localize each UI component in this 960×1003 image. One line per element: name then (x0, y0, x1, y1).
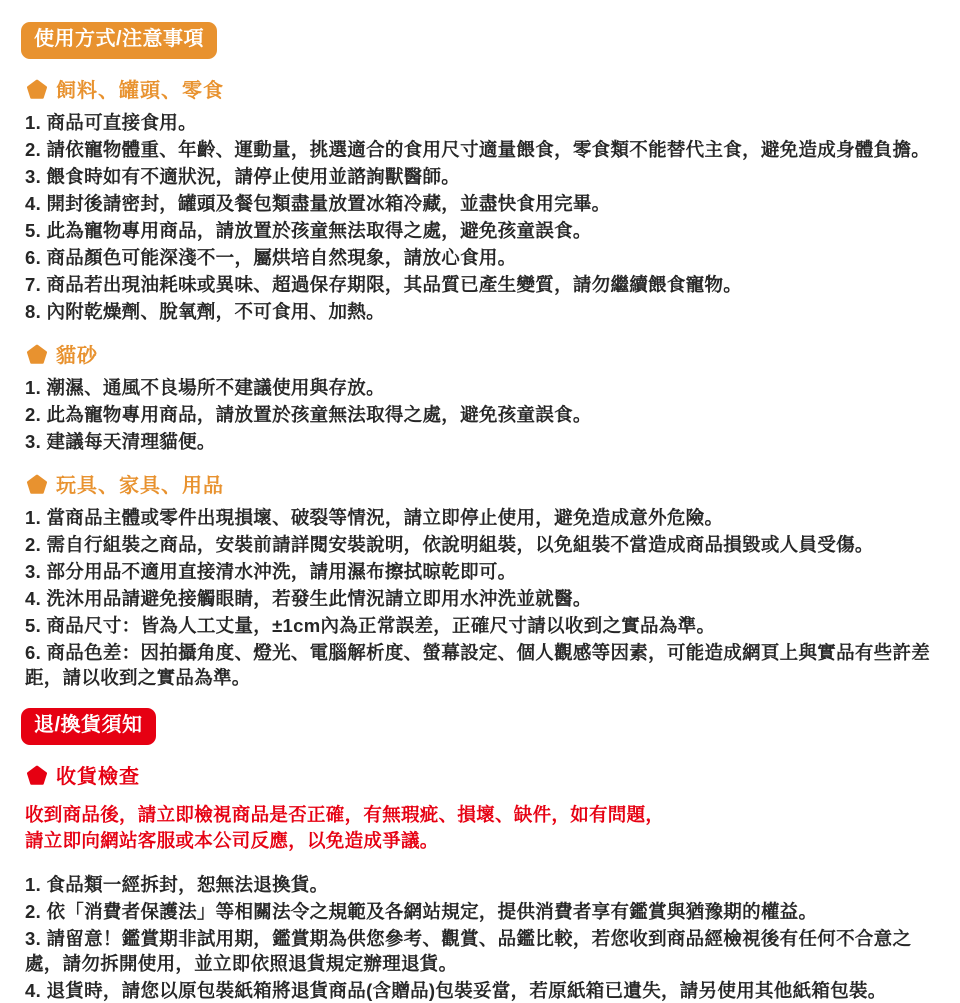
list-item: 1. 食品類一經拆封，恕無法退換貨。 (25, 874, 329, 895)
list-item: 3. 部分用品不適用直接清水沖洗，請用濕布擦拭晾乾即可。 (25, 561, 517, 582)
list-item: 3. 餵食時如有不適狀況，請停止使用並諮詢獸醫師。 (25, 166, 461, 187)
list-item: 2. 需自行組裝之商品，安裝前請詳閱安裝說明，依說明組裝，以免組裝不當造成商品損毀或人員受傷。 (25, 534, 874, 555)
list-item: 6. 商品顏色可能深淺不一，屬烘培自然現象，請放心食用。 (25, 247, 517, 268)
section-food (21, 74, 936, 324)
list-item: 1. 商品可直接食用。 (25, 112, 197, 133)
list-item: 4. 洗沐用品請避免接觸眼睛，若發生此情況請立即用水沖洗並就醫。 (25, 588, 592, 609)
list-item: 4. 開封後請密封，罐頭及餐包類盡量放置冰箱冷藏，並盡快食用完畢。 (25, 193, 611, 214)
list-item: 3. 請留意！鑑賞期非試用期，鑑賞期為供您參考、觀賞、品鑑比較，若您收到商品經檢視後有任何不合意之處，請勿拆開使用，並立即依照退貨規定辦理退貨。 (25, 928, 912, 974)
list-item: 1. 當商品主體或零件出現損壞、破裂等情況，請立即停止使用，避免造成意外危險。 (25, 507, 724, 528)
returns-block (21, 708, 936, 1003)
warning-line: 請立即向網站客服或本公司反應，以免造成爭議。 (25, 830, 439, 851)
section-toys-header (27, 469, 936, 498)
returns-badge: 退/換貨須知 (21, 708, 156, 745)
list-item: 4. 退貨時，請您以原包裝紙箱將退貨商品(含贈品)包裝妥當，若原紙箱已遺失，請另使用其他紙箱包裝。 (25, 980, 887, 1001)
section-inspection-header (27, 760, 936, 789)
section-toys (21, 469, 936, 690)
list-item: 1. 潮濕、通風不良場所不建議使用與存放。 (25, 377, 385, 398)
section-litter-header (27, 339, 936, 368)
pentagon-icon (27, 344, 47, 364)
warning-line: 收到商品後，請立即檢視商品是否正確，有無瑕疵、損壞、缺件，如有問題， (25, 804, 665, 825)
usage-badge: 使用方式/注意事項 (21, 22, 217, 59)
list-item: 7. 商品若出現油耗味或異味、超過保存期限，其品質已產生變質，請勿繼續餵食寵物。 (25, 274, 743, 295)
list-item: 6. 商品色差：因拍攝角度、燈光、電腦解析度、螢幕設定、個人觀感等因素，可能造成網頁上與實品有些許差距，請以收到之實品為準。 (25, 642, 931, 688)
section-title: 貓砂 (56, 345, 98, 367)
list-item: 2. 依「消費者保護法」等相關法令之規範及各網站規定，提供消費者享有鑑賞與猶豫期的權益。 (25, 901, 818, 922)
list-item: 5. 此為寵物專用商品，請放置於孩童無法取得之處，避免孩童誤食。 (25, 220, 592, 241)
pentagon-icon (27, 474, 47, 494)
section-inspection (21, 760, 936, 1003)
list-item: 3. 建議每天清理貓便。 (25, 431, 216, 452)
usage-block (21, 22, 936, 690)
inspection-warning-text (25, 802, 936, 854)
list-item: 2. 此為寵物專用商品，請放置於孩童無法取得之處，避免孩童誤食。 (25, 404, 592, 425)
list-item: 5. 商品尺寸：皆為人工丈量，±1cm內為正常誤差，正確尺寸請以收到之實品為準。 (25, 615, 716, 636)
pentagon-icon (27, 765, 47, 785)
section-title: 玩具、家具、用品 (56, 475, 224, 497)
section-title: 收貨檢查 (56, 766, 140, 788)
list-item: 8. 內附乾燥劑、脫氧劑，不可食用、加熱。 (25, 301, 385, 322)
list-item: 2. 請依寵物體重、年齡、運動量，挑選適合的食用尺寸適量餵食，零食類不能替代主食，避免造成身體負擔。 (25, 139, 931, 160)
section-title: 飼料、罐頭、零食 (56, 80, 224, 102)
section-litter (21, 339, 936, 454)
pentagon-icon (27, 79, 47, 99)
section-food-header (27, 74, 936, 103)
